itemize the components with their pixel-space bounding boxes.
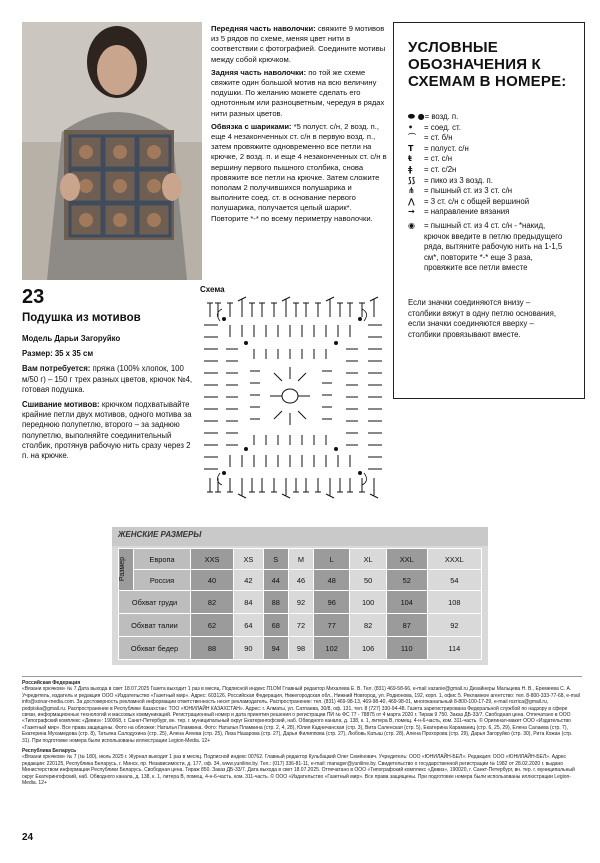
- measure-cell: 92: [288, 591, 313, 614]
- measure-cell: 102: [314, 637, 350, 660]
- pattern-details: [22, 334, 194, 461]
- double-crochet-icon: ŧ: [408, 154, 412, 164]
- imprint-rf-title: Российская Федерация: [22, 680, 81, 686]
- size-cell: XXL: [386, 549, 427, 570]
- table-row: [119, 637, 482, 660]
- size-cell: XS: [234, 549, 264, 570]
- size-cell: 40: [191, 570, 234, 591]
- slip-stitch-icon: •: [408, 122, 414, 132]
- picot-icon: ⟆⟆: [408, 175, 416, 185]
- chain-icon: ⬬ ●: [408, 112, 425, 121]
- product-photo: [22, 22, 202, 280]
- arrow-right-icon: →: [408, 207, 415, 217]
- half-double-icon: T: [408, 143, 414, 153]
- pattern-number: 23: [22, 286, 45, 308]
- legend-item: ⋔ = пышный ст. из 3 ст. с/н: [408, 186, 513, 196]
- measure-cell: 96: [314, 591, 350, 614]
- legend-item: ⋀ = 3 ст. с/н с общей вершиной: [408, 196, 530, 206]
- legend-list: [408, 112, 572, 274]
- single-crochet-icon: ⌒: [408, 133, 416, 143]
- measure-cell: 114: [427, 637, 481, 660]
- woman-with-pillow-image: [22, 22, 202, 280]
- size-side-cell: [119, 549, 134, 591]
- table-row: [119, 570, 482, 591]
- trim-text: *5 полуст. с/н, 2 возд. п., еще 4 незаконченных ст. с/н в первую возд. п., затем провяжите одновременно все петли на крючке, 2 возд. п. и еще 4 незаконченных ст. с/н в вершину первого пышного столбика, снова провяжите все петли на крючке. Затем сложите пополам 2 получившихся полушарика и выполните соед. ст. в основание первого полушарика, получается целый шарик*. Повторите *-* по всему периметру наволочки.: [211, 121, 387, 223]
- measure-cell: 87: [386, 614, 427, 637]
- size-cell: XXXL: [427, 549, 481, 570]
- cluster-icon: ⋀: [408, 196, 415, 206]
- size-cell: 52: [386, 570, 427, 591]
- size-cell: 44: [263, 570, 288, 591]
- table-row: [119, 591, 482, 614]
- legend-item: T = полуст. с/н: [408, 143, 469, 153]
- sewing-label: Сшивание мотивов:: [22, 400, 100, 410]
- trim-label: Обвязка с шариками:: [211, 121, 292, 131]
- measure-cell: 82: [350, 614, 386, 637]
- measure-cell: 90: [234, 637, 264, 660]
- row-label: Обхват груди: [119, 591, 191, 614]
- size-cell: 54: [427, 570, 481, 591]
- model-credit: Модель Дарьи Загоруйко: [22, 334, 121, 343]
- legend-note: Если значки соединяются внизу – столбики вяжут в одну петлю основания, если значки соединяются вверху – столбики провязывают вместе.: [408, 297, 557, 339]
- table-row: [119, 549, 482, 570]
- legend-item: ŧ = ст. с/н: [408, 154, 453, 164]
- pattern-size: Размер: 35 х 35 см: [22, 349, 94, 359]
- size-cell: 42: [234, 570, 264, 591]
- size-cell: S: [263, 549, 288, 570]
- legend-item: ǂ = ст. с/2н: [408, 164, 457, 174]
- sizes-title: ЖЕНСКИЕ РАЗМЕРЫ: [112, 527, 488, 546]
- size-cell: 48: [314, 570, 350, 591]
- back-text: по той же схеме свяжите один большой мотив на всю величину подушки. По желанию можете сделать его однотонным или разноцветным, чередуя в рядах нити разных цветов.: [211, 67, 385, 118]
- puff-stitch-icon: ⋔: [408, 186, 415, 196]
- row-label: Обхват бедер: [119, 637, 191, 660]
- legend-box: [393, 22, 585, 399]
- assembly-text: [211, 24, 387, 225]
- measure-cell: 110: [386, 637, 427, 660]
- size-cell: 46: [288, 570, 313, 591]
- measure-cell: 68: [263, 614, 288, 637]
- measure-cell: 98: [288, 637, 313, 660]
- measure-cell: 108: [427, 591, 481, 614]
- imprint-rb-text: «Вязани хрючком» № 7 (№ 180), июль 2025 г. Журнал выходит 1 раз в месяц. Подписной индекс 00762. Главный редактор Кульбацкий Олег Семёнович. Учредитель: ООО «ЮНИЛАЙН-БЕЛ». Редакция: ООО «ЮНИЛАЙН-БЕЛ». Адрес редакции: 220125, Республика Беларусь, г. Минск, пр. Независимости, д. 177, оф. 34, www.yuniline.by. Тел.: (017) 336-81-11, e-mail: manager@yuniline.by. Свидетельство о государственной регистрации № 1982 от 28.02.2020 г. выдано Министерством информации Республики Беларусь. Свободная цена. Тираж 850. Заказ ДБ-33/7. Дата выхода в свет 18.07.2025. Отпечатано в ООО «Типографский комплекс «Девиз», 190020, г. Санкт-Петербург, вн. тер. г. муниципальный округ Екатерингофский, наб. Обводного канала, д. 138, к. 1, литера В, помещ. 4-н-6-часть, ком. 311-часть. © ООО «Издательство «Газетный мир». Все права защищены. При подготовке номера были использованы иллюстрации Legion-Media. 12+: [22, 754, 575, 787]
- size-cell: L: [314, 549, 350, 570]
- row-label: Обхват талии: [119, 614, 191, 637]
- page-number: 24: [22, 832, 34, 843]
- measure-cell: 77: [314, 614, 350, 637]
- size-cell: XXS: [191, 549, 234, 570]
- sewing-text: крючком подхватывайте крайние петли двух мотивов, одного мотива за переднюю полупетлю, второго – за заднюю полупетлю, выполняйте соединительный столбик, протянув рабочую нить сразу через 2 п. на крючке.: [22, 400, 192, 461]
- treble-crochet-icon: ǂ: [408, 164, 413, 174]
- measure-cell: 82: [191, 591, 234, 614]
- measure-cell: 100: [350, 591, 386, 614]
- measure-cell: 84: [234, 591, 264, 614]
- front-text: свяжите 9 мотивов из 5 рядов по схеме, меняя цвет нити в соответствии с фотографией. Соедините мотивы между собой крючком.: [211, 24, 386, 64]
- legend-item: → = направление вязания: [408, 207, 510, 217]
- size-cell: XL: [350, 549, 386, 570]
- crochet-scheme: [200, 295, 386, 505]
- measure-cell: 94: [263, 637, 288, 660]
- legend-item: ⬬ ● = возд. п.: [408, 112, 459, 121]
- front-label: Передняя часть наволочки:: [211, 24, 316, 33]
- measure-cell: 88: [263, 591, 288, 614]
- motif-diagram: [200, 295, 386, 500]
- measure-cell: 88: [191, 637, 234, 660]
- imprint: [22, 680, 582, 787]
- legend-item: • = соед. ст.: [408, 122, 461, 132]
- materials-text: пряжа (100% хлопок, 100 м/50 г) – 150 г трех разных цветов, крючок №4, готовая подушка.: [22, 364, 193, 394]
- size-side-label: Размер: [119, 557, 126, 582]
- sizes-table: [118, 548, 482, 660]
- russia-label: Россия: [134, 570, 191, 591]
- back-label: Задняя часть наволочки:: [211, 67, 307, 77]
- size-cell: 50: [350, 570, 386, 591]
- measure-cell: 62: [191, 614, 234, 637]
- measure-cell: 72: [288, 614, 313, 637]
- legend-item: ⌒ = ст. б/н: [408, 133, 453, 143]
- scheme-label: Схема: [200, 285, 225, 294]
- sizes-table-panel: [112, 527, 488, 665]
- measure-cell: 104: [386, 591, 427, 614]
- imprint-rf-text: «Вязани хрючком» № 7 Дата выхода в свет 18.07.2025 Газета выходит 1 раз в месяц. Подписной индекс П1ОМ Главный редактор Михалева Е. В. Тел. (831) 469-58-66, e-mail vazanie@gmail.ru Дизайнеры Мальцева Н. В., Еремеева С. А. Учредитель, издатель и редакция ООО «Издательство «Газетный мир». Адрес: 603126, Российская Федерация, Нижегородская обл., Нижний Новгород, ул. Родионова, 192, корп. 1, офис 5. Рекламное агентство: тел. 8-800-333-77-68, e-mail info@sonar-media.com. За достоверность рекламной информации ответственность несет рекламодатель. Распространение: тел. (831) 469-98-13, 469-98-40, 469-98-01, многоканальный 8-800-100-17-29, e-mail rozrica@gmail.ru, podpiska@gmail.ru. Распространение в Республике Казахстан: ТОО «ЮНИЛАЙН КАЗАХСТАН». Адрес: г. Алматы, ул. Сатпаева, 30/8, оф. 131, тел. 8 (727) 330-94-48. Газета зарегистрирована Федеральной службой по надзору в сфере связи, информационных технологий и массовых коммуникаций. Регистрационный номер и дата принятия решения о регистрации ПИ № ФС 77 - 78875 от 4 марта 2020 г. Тираж 9 750. Заказ ДБ-33/7. Свободная цена. Отпечатано в ООО «Типографский комплекс «Девиз»: 190068, г. Санкт-Петербург, вн. тер. г. муниципальный округ Екатерингофский, наб. Обводного канала, д. 138, к. 1, литера В, помещ. 4-н-6-часть, ком. 311-часть. © Оригинал-макет ООО «Издательство «Газетный мир». Все права защищены. Фото на обложке: Наталья Пламкина. Фото: Наталья Пламкина (стр. 2, 4, 28), Юлия Кадничанская (стр. 3), Вита Саленская (стр. 5), Екатерина Караманиц (стр. 6, 25, 29), Елена Салаева (стр. 7), Екатерина Мухамедова (стр. 8), Татьяна Салодухина (стр. 25), Алена Агеева (стр. 25), Лиза Назарова (стр. 27), Дарья Филиппова (стр. 27), Любовь Катыш (стр. 28), Алена Прохорова (стр. 29), Дарья Загоруйко (стр. 30), Рита Кожан (стр. 31). При подготовке номера были использованы иллюстрации Legion-Media. 12+: [22, 686, 580, 744]
- size-cell: M: [288, 549, 313, 570]
- bobble-icon: ◉: [408, 220, 415, 230]
- europe-label: Европа: [134, 549, 191, 570]
- measure-cell: 92: [427, 614, 481, 637]
- table-row: [119, 614, 482, 637]
- legend-title: УСЛОВНЫЕ ОБОЗНАЧЕНИЯ К СХЕМАМ В НОМЕРЕ:: [408, 39, 567, 90]
- imprint-rb-title: Республика Беларусь: [22, 748, 77, 755]
- measure-cell: 106: [350, 637, 386, 660]
- legend-item: ⟆⟆ = пико из 3 возд. п.: [408, 175, 493, 185]
- imprint-divider: [22, 676, 582, 677]
- materials-label: Вам потребуется:: [22, 364, 91, 374]
- pattern-title: Подушка из мотивов: [22, 312, 141, 324]
- measure-cell: 64: [234, 614, 264, 637]
- legend-item: ◉ = пышный ст. из 4 ст. с/н - *накид, крючок введите в петлю предыдущего ряда, вытяните рабочую нить на 1-1,5 см*, повторите *-* еще 3 раза, провяжите все петли вместе: [408, 220, 563, 273]
